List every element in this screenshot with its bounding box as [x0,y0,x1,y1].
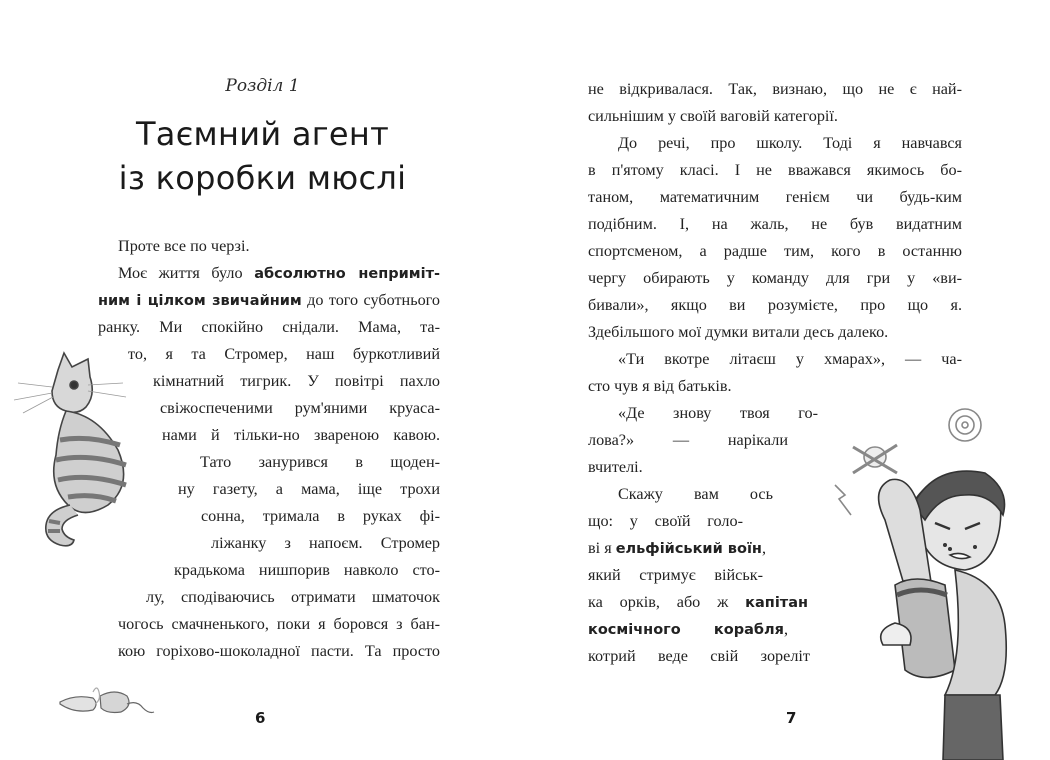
text-line [588,292,962,319]
text-line [588,238,962,265]
text-segment: що: у своїй голо- [588,512,743,530]
text-line [588,265,962,292]
text-segment: Тато занурився в щоден- [200,453,440,471]
text-segment: бивали», якщо ви розумієте, про що я. [588,296,962,314]
text-line [201,503,440,530]
text-segment: кою горіхово-шоколадної пасти. Та просто [118,642,440,660]
text-segment: лова?» — нарікали [588,431,788,449]
text-segment: котрий веде свій зореліт [588,647,810,665]
text-line [211,530,440,557]
text-line [146,584,440,611]
text-segment: ві я [588,539,616,557]
text-line [588,589,808,616]
text-line [174,557,440,584]
text-segment: сильнішим у своїй ваговій категорії. [588,107,838,125]
boy-illustration-icon [825,395,1050,760]
right-page [525,0,1050,760]
text-segment: , [761,539,766,557]
emphasized-text: абсолютно неприміт- [254,266,440,282]
text-line [618,400,818,427]
text-line [178,476,440,503]
text-segment: Скажу вам ось [618,485,773,503]
page-number: 6 [255,709,266,727]
text-segment: таном, математичним генієм чи будь-ким [588,188,962,206]
text-segment: не відкривалася. Так, визнаю, що не є най- [588,80,962,98]
text-segment: який стримує військ- [588,566,763,584]
chapter-title [0,112,525,200]
text-segment: чогось смачненького, поки я боровся з бан- [118,615,440,633]
text-line [98,287,440,314]
text-line [588,157,962,184]
text-segment: до того суботнього [301,291,440,309]
text-line [588,319,888,346]
text-segment: До речі, про школу. Тоді я навчався [618,134,962,152]
text-line [153,368,440,395]
text-line [618,481,773,508]
text-line [588,454,643,481]
text-segment: Моє життя було [118,264,255,282]
text-segment: Здебільшого мої думки витали десь далеко. [588,323,889,341]
text-segment: Проте все по черзі. [118,237,250,255]
text-line [588,427,788,454]
text-line [588,643,810,670]
text-segment: сонна, тримала в руках фі- [201,507,440,525]
chapter-title-line-1: Таємний агент [135,115,390,153]
text-segment: подібним. І, на жаль, не був видатним [588,215,962,233]
text-segment: свіжоспеченими рум'яними круаса- [160,399,440,417]
text-segment: , [783,620,788,638]
mouse-illustration-icon [55,682,155,722]
chapter-title-line-2: із коробки мюслі [118,159,407,197]
text-segment: в п'ятому класі. І не вважався якимось бо- [588,161,962,179]
emphasized-text: ельфійський воїн [615,541,762,557]
text-line [160,395,440,422]
text-line [588,562,763,589]
text-segment: ліжанку з напоєм. Стромер [211,534,440,552]
text-line [618,346,962,373]
text-line [118,611,440,638]
text-line [118,260,440,287]
text-line [200,449,440,476]
text-segment: крадькома нишпорив навколо сто- [174,561,440,579]
text-segment: нами й тільки-но звареною кавою. [162,426,440,444]
text-segment: «Ти вкотре літаєш у хмарах», — ча- [618,350,962,368]
page-number: 7 [786,709,797,727]
text-line [588,76,962,103]
text-segment: спортсменом, а радше тим, кого в останню [588,242,962,260]
text-line [588,535,766,562]
text-segment: ка орків, або ж [588,593,746,611]
text-line [128,341,440,368]
text-line [98,314,440,341]
text-segment: вчителі. [588,458,643,476]
text-segment: чергу обирають у команду для гри у «ви- [588,269,962,287]
text-line [118,233,250,260]
text-line [162,422,440,449]
text-segment: ранку. Ми спокійно снідали. Мама, та- [98,318,440,336]
text-line [588,373,732,400]
text-segment: то, я та Стромер, наш буркотливий [128,345,440,363]
text-line [618,130,962,157]
text-line [588,184,962,211]
text-segment: «Де знову твоя го- [618,404,818,422]
text-segment: лу, сподіваючись отримати шматочок [146,588,440,606]
text-segment: ну газету, а мама, іще трохи [178,480,440,498]
text-line [588,211,962,238]
text-segment: сто чув я від батьків. [588,377,732,395]
chapter-label: Розділ 1 [225,76,300,96]
text-line [588,508,743,535]
text-line [588,103,838,130]
text-line [118,638,440,665]
text-line [588,616,788,643]
emphasized-text: капітан [745,595,808,611]
cat-illustration-icon [8,345,143,555]
text-segment: кімнатний тигрик. У повітрі пахло [153,372,440,390]
emphasized-text: космічного корабля [588,622,784,638]
emphasized-text: ним і цілком звичайним [98,293,302,309]
